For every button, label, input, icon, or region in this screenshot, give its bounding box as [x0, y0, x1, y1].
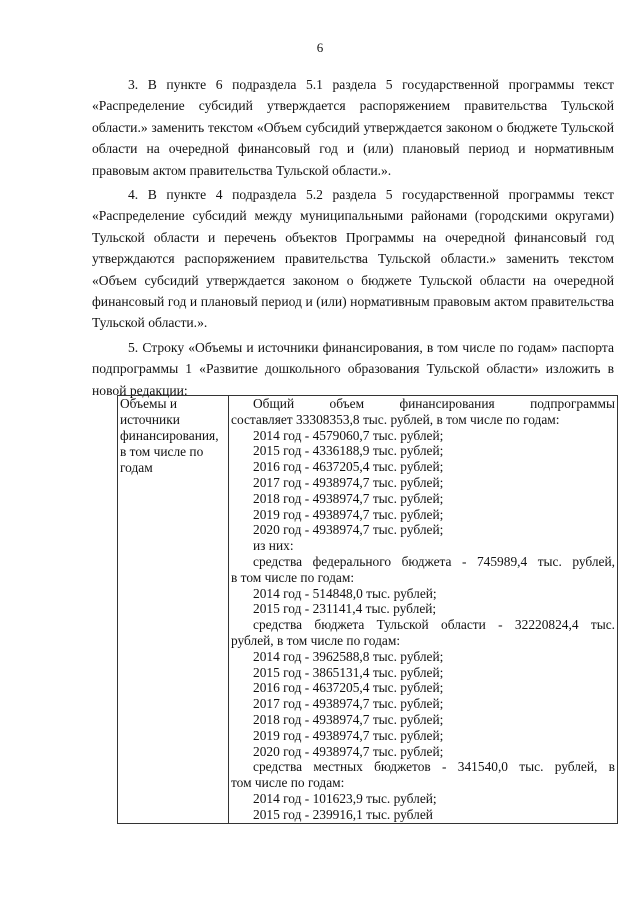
table-line: рублей, в том числе по годам:: [231, 632, 401, 648]
page-number: 6: [316, 40, 324, 55]
table-row: [118, 396, 618, 824]
table-line: средства федерального бюджета - 745989,4 тыс. рублей,: [253, 553, 615, 569]
table-line: 2017 год - 4938974,7 тыс. рублей;: [253, 696, 444, 712]
paragraph-item-3: 3. В пункте 6 подраздела 5.1 раздела 5 государственной программы текст «Распределение субсидий утверждается распоряжением правительства Тульской области.» заменить текстом «Объем субсидий утверждается законом о бюджете Тульской области на очередной финансовый год и (или) плановый период и нормативным правовым актом правительства Тульской области.».: [92, 77, 614, 178]
paragraph-item-5: 5. Строку «Объемы и источники финансирования, в том числе по годам» паспорта подпрограммы 1 «Развитие дошкольного образования Тульской области» изложить в новой редакции:: [92, 339, 614, 398]
table-line: 2016 год - 4637205,4 тыс. рублей;: [253, 459, 444, 475]
table-line: средства местных бюджетов - 341540,0 тыс. рублей, в: [253, 759, 615, 775]
table-line: 2020 год - 4938974,7 тыс. рублей;: [253, 522, 444, 538]
table-line: 2015 год - 239916,1 тыс. рублей: [253, 806, 433, 822]
table-line: Общий объем финансирования подпрограммы: [253, 396, 615, 411]
table-line: из них:: [253, 538, 294, 554]
table-line: в том числе по годам:: [231, 569, 355, 585]
table-line: составляет 33308353,8 тыс. рублей, в том числе по годам:: [231, 411, 560, 427]
table-line: 2019 год - 4938974,7 тыс. рублей;: [253, 506, 444, 522]
table-line: 2014 год - 3962588,8 тыс. рублей;: [253, 648, 444, 664]
table-line: средства бюджета Тульской области - 32220824,4 тыс.: [253, 617, 615, 633]
table-line: 2014 год - 4579060,7 тыс. рублей;: [253, 427, 444, 443]
table-line: 2017 год - 4938974,7 тыс. рублей;: [253, 474, 444, 490]
row-header-cell: Объемы и источники финансирования, в том числе по годам: [118, 396, 229, 824]
document-body: [92, 74, 614, 401]
paragraph-item-4: 4. В пункте 4 подраздела 5.2 раздела 5 государственной программы текст «Распределение субсидий между муниципальными районами (городскими округами) Тульской области и перечень объектов Программы на очередной финансовый год утверждаются распоряжением правительства Тульской области.» заменить текстом «Объем субсидий утверждается законом о бюджете Тульской области на очередной финансовый год и плановый период и (или) нормативным правовым актом правительства Тульской области.».: [92, 187, 614, 331]
table-line: 2020 год - 4938974,7 тыс. рублей;: [253, 743, 444, 759]
table-line: 2018 год - 4938974,7 тыс. рублей;: [253, 711, 444, 727]
table-line: 2015 год - 3865131,4 тыс. рублей;: [253, 664, 444, 680]
table-line: 2019 год - 4938974,7 тыс. рублей;: [253, 727, 444, 743]
table-line: 2015 год - 4336188,9 тыс. рублей;: [253, 443, 444, 459]
financing-table: [117, 395, 618, 824]
financing-details-cell: [229, 396, 618, 824]
table-line: 2018 год - 4938974,7 тыс. рублей;: [253, 490, 444, 506]
table-line: 2014 год - 101623,9 тыс. рублей;: [253, 790, 437, 806]
table-line: 2015 год - 231141,4 тыс. рублей;: [253, 601, 437, 617]
table-line: том числе по годам:: [231, 775, 345, 791]
table-line: 2016 год - 4637205,4 тыс. рублей;: [253, 680, 444, 696]
table-line: 2014 год - 514848,0 тыс. рублей;: [253, 585, 437, 601]
